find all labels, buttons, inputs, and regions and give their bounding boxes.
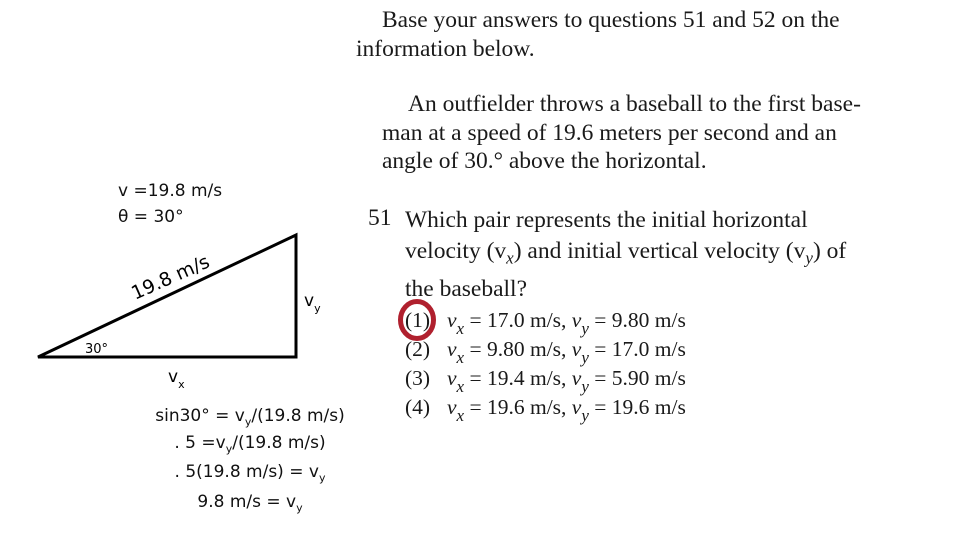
choice-number: (1)	[405, 308, 431, 332]
choice-2[interactable]: (2) $v_x = 9.80$ m/s, $v_y = 17.0$ m/s	[405, 337, 686, 368]
question-line-3: the baseball?	[405, 275, 528, 302]
scenario-line-2: man at a speed of 19.6 meters per second and an	[382, 119, 837, 146]
angle-label: 30°	[85, 342, 109, 357]
question-line-2: velocity $(v_x)$ and initial vertical velocity $(v_y)$ of	[405, 238, 847, 268]
hypotenuse-label: 19.8 m/s	[128, 250, 214, 305]
intro-line-1: Base your answers to questions 51 and 52 on the	[382, 7, 840, 33]
choice-number: (4)	[405, 395, 431, 419]
scenario-line-1: An outfielder throws a baseball to the first base-	[408, 91, 861, 117]
choice-4[interactable]: (4) $v_x = 19.6$ m/s, $v_y = 19.6$ m/s	[405, 395, 686, 426]
choice-number: (2)	[405, 337, 431, 361]
right-triangle	[38, 235, 296, 357]
work-line-2: . $5 =v_y/(19.8$ m/s)	[174, 433, 326, 456]
choice-number: (3)	[405, 366, 431, 390]
question-line-1: Which pair represents the initial horizontal	[405, 207, 808, 233]
work-line-3: . 5(19.8 $m/s) = v_y$	[174, 462, 326, 485]
work-line-4: 9.8 $m/s = v_y$	[197, 492, 303, 515]
given-velocity: v =19.8 m/s	[118, 181, 223, 201]
vx-label: $v_x$	[168, 367, 185, 391]
scenario-line-3: angle of 30.° above the horizontal.	[382, 148, 707, 174]
choice-3[interactable]: (3) $v_x = 19.4$ m/s, $v_y = 5.90$ m/s	[405, 366, 686, 397]
intro-line-2: information below.	[356, 36, 535, 62]
choice-1[interactable]: (1) $v_x = 17.0$ m/s, $v_y = 9.80$ m/s	[405, 308, 686, 339]
given-angle: θ = 30°	[118, 207, 184, 227]
work-line-1: $\sin 30^\circ = v_y/(19.8$ m/s)	[155, 406, 345, 429]
vy-label: $v_y$	[304, 291, 321, 315]
question-number: 51	[368, 205, 392, 231]
